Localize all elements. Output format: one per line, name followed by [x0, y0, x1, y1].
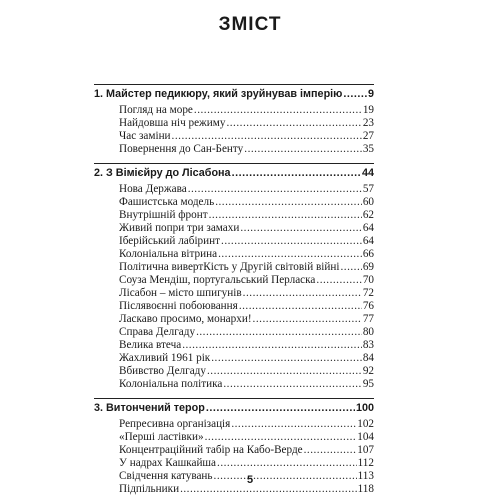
leader-dots: [239, 300, 362, 313]
toc-chapter[interactable]: [94, 402, 374, 415]
toc-item[interactable]: [94, 444, 374, 457]
toc-item-title: Ласкаво просимо, монархи!: [119, 313, 252, 325]
leader-dots: [343, 88, 367, 101]
toc-item[interactable]: [94, 222, 374, 235]
toc-item-title: Політична вивертКість у Другій світовій війні: [119, 261, 340, 273]
toc-item[interactable]: [94, 378, 374, 391]
toc-page-number: 27: [362, 130, 374, 142]
toc-page-number: 118: [357, 483, 374, 495]
toc-item-title: Внутрішній фронт: [119, 209, 208, 221]
toc-section-2: [94, 163, 374, 391]
toc-item-title: Підпільники: [119, 483, 180, 495]
toc-item-title: «Перші ластівки»: [119, 431, 204, 443]
leader-dots: [217, 457, 357, 470]
toc-item[interactable]: [94, 104, 374, 117]
toc-page-number: 76: [362, 300, 374, 312]
toc-item-title: Соуза Мендіш, португальський Перласка: [119, 274, 316, 286]
leader-dots: [218, 248, 362, 261]
toc-page-number: 19: [362, 104, 374, 116]
toc-page-number: 104: [357, 431, 374, 443]
toc-item-title: Велика втеча: [119, 339, 182, 351]
toc-item[interactable]: [94, 300, 374, 313]
leader-dots: [205, 431, 357, 444]
toc-item[interactable]: [94, 339, 374, 352]
leader-dots: [253, 313, 362, 326]
leader-dots: [206, 402, 355, 415]
toc-item-title: Колоніальна вітрина: [119, 248, 218, 260]
leader-dots: [232, 167, 361, 180]
leader-dots: [172, 130, 362, 143]
toc-item-title: Нова Держава: [119, 183, 187, 195]
leader-dots: [340, 261, 361, 274]
leader-dots: [215, 196, 362, 209]
toc-page-number: 83: [362, 339, 374, 351]
toc-item[interactable]: [94, 196, 374, 209]
leader-dots: [316, 274, 361, 287]
toc-page-number: 112: [357, 457, 374, 469]
page-title: ЗМІСТ: [218, 14, 282, 35]
toc-page-number: 100: [355, 402, 374, 414]
toc-section-1: [94, 84, 374, 156]
toc-item-title: Погляд на море: [119, 104, 193, 116]
toc-page-number: 23: [362, 117, 374, 129]
leader-dots: [221, 235, 362, 248]
toc-item[interactable]: [94, 287, 374, 300]
toc-page-number: 57: [362, 183, 374, 195]
toc-item[interactable]: [94, 235, 374, 248]
leader-dots: [182, 339, 362, 352]
leader-dots: [240, 222, 361, 235]
toc-item-title: Концентраційний табір на Кабо-Верде: [119, 444, 303, 456]
toc-item[interactable]: [94, 248, 374, 261]
toc-page-number: 72: [362, 287, 374, 299]
toc-item[interactable]: [94, 274, 374, 287]
toc-item[interactable]: [94, 313, 374, 326]
toc-item-title: Післявоєнні побоювання: [119, 300, 238, 312]
toc-item-title: Найдовша ніч режиму: [119, 117, 226, 129]
leader-dots: [207, 365, 362, 378]
toc-item[interactable]: [94, 457, 374, 470]
toc-page-number: 60: [362, 196, 374, 208]
toc-page-number: 64: [362, 235, 374, 247]
leader-dots: [304, 444, 357, 457]
toc-item[interactable]: [94, 117, 374, 130]
toc-item[interactable]: [94, 183, 374, 196]
toc-chapter[interactable]: [94, 167, 374, 180]
toc-page-number: 95: [362, 378, 374, 390]
toc-item[interactable]: [94, 209, 374, 222]
leader-dots: [226, 117, 361, 130]
toc-page-number: 44: [361, 167, 374, 179]
toc-page-number: 77: [362, 313, 374, 325]
page-number: 5: [246, 474, 254, 486]
toc-item[interactable]: [94, 326, 374, 339]
toc-item[interactable]: [94, 365, 374, 378]
toc-page-number: 107: [357, 444, 374, 456]
toc-chapter-title: 1. Майстер педикюру, який зруйнував імперію: [94, 88, 343, 100]
leader-dots: [209, 209, 362, 222]
leader-dots: [211, 352, 362, 365]
toc-item-title: Свідчення катувань: [119, 470, 213, 482]
toc-chapter[interactable]: [94, 88, 374, 101]
toc-page-number: 69: [362, 261, 374, 273]
toc-page-number: 70: [362, 274, 374, 286]
toc-item-title: Іберійський лабіринт: [119, 235, 221, 247]
toc-item-title: Вбивство Делгаду: [119, 365, 206, 377]
toc-item[interactable]: [94, 418, 374, 431]
table-of-contents: [94, 84, 374, 503]
toc-page-number: 9: [367, 88, 374, 100]
toc-item[interactable]: [94, 261, 374, 274]
toc-page-number: 102: [357, 418, 374, 430]
toc-page-number: 84: [362, 352, 374, 364]
toc-item-title: Колоніальна політика: [119, 378, 223, 390]
toc-item-title: Час заміни: [119, 130, 171, 142]
toc-chapter-title: 3. Витончений терор: [94, 402, 205, 414]
toc-item-title: Лісабон – місто шпигунів: [119, 287, 242, 299]
toc-item[interactable]: [94, 130, 374, 143]
toc-page-number: 64: [362, 222, 374, 234]
toc-chapter-title: 2. З Вімієйру до Лісабона: [94, 167, 231, 179]
leader-dots: [223, 378, 361, 391]
toc-item-title: Живий попри три замахи: [119, 222, 240, 234]
leader-dots: [231, 418, 356, 431]
toc-item[interactable]: [94, 431, 374, 444]
toc-page-number: 80: [362, 326, 374, 338]
toc-page-number: 62: [362, 209, 374, 221]
toc-item-title: Справа Делгаду: [119, 326, 196, 338]
toc-item-title: У надрах Кашкайша: [119, 457, 217, 469]
toc-item-title: Репресивна організація: [119, 418, 231, 430]
leader-dots: [243, 287, 362, 300]
leader-dots: [188, 183, 362, 196]
toc-item-title: Жахливий 1961 рік: [119, 352, 211, 364]
toc-page-number: 92: [362, 365, 374, 377]
toc-item[interactable]: [94, 143, 374, 156]
toc-item[interactable]: [94, 352, 374, 365]
toc-page-number: 35: [362, 143, 374, 155]
leader-dots: [194, 104, 362, 117]
toc-page-number: 66: [362, 248, 374, 260]
toc-page-number: 113: [357, 470, 374, 482]
toc-item-title: Фашистська модель: [119, 196, 215, 208]
leader-dots: [196, 326, 362, 339]
leader-dots: [244, 143, 362, 156]
toc-item-title: Повернення до Сан-Бенту: [119, 143, 244, 155]
